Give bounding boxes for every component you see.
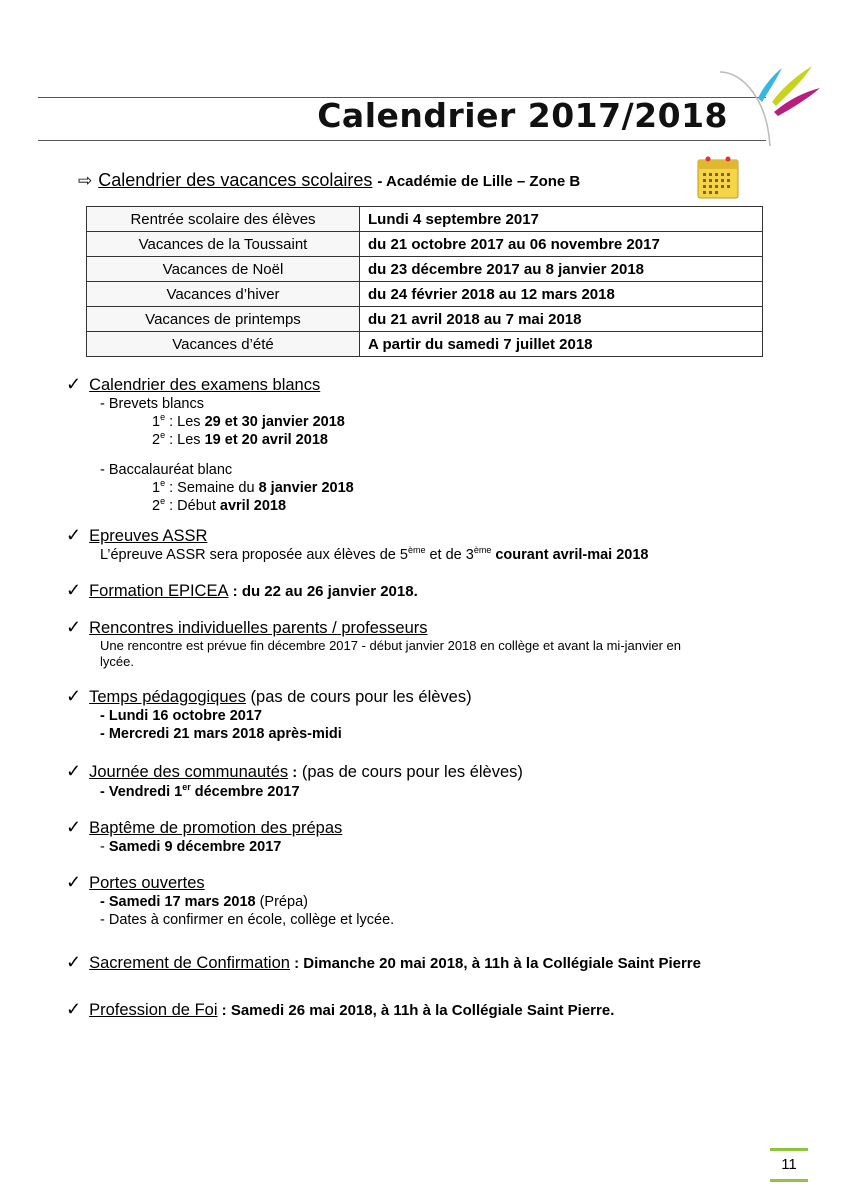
checkmark-icon: ✓ [66,952,82,972]
portes-heading: Portes ouvertes [89,874,205,892]
assr-text: L’épreuve ASSR sera proposée aux élèves de 5ème et de 3ème courant avril-mai 2018 [100,545,649,563]
page-number-box [770,1148,808,1182]
checkmark-icon: ✓ [66,374,82,394]
row-label: Vacances de Noël [87,257,360,282]
section-temps [66,686,472,743]
assr-heading: Epreuves ASSR [89,527,208,545]
page-number-top-bar [770,1148,808,1151]
section-rencontres [66,617,681,670]
rencontres-line-1: Une rencontre est prévue fin décembre 2017 - début janvier 2018 en collège et avant la mi-janvier en [100,638,682,653]
row-label: Vacances d’hiver [87,282,360,307]
temps-note: (pas de cours pour les élèves) [245,688,472,706]
row-label: Vacances d’été [87,332,360,357]
section-journee: ✓ Journée des communautés : (pas de cours pour les élèves) - Vendredi 1er décembre 2017 [66,761,523,800]
bac-label: - Baccalauréat blanc [100,462,233,478]
temps-item-1: - Lundi 16 octobre 2017 [100,708,262,724]
examens-heading: Calendrier des examens blancs [89,376,321,394]
temps-heading: Temps pédagogiques [89,688,246,706]
journee-heading: Journée des communautés [89,763,289,781]
bottom-rule [38,140,766,141]
bac-1: 1e : Semaine du 8 janvier 2018 [152,478,354,496]
table-row [87,207,763,232]
row-value: A partir du samedi 7 juillet 2018 [360,332,763,357]
epicea-dates: : du 22 au 26 janvier 2018. [228,583,418,600]
confirmation-heading: Sacrement de Confirmation [89,954,290,972]
calendar-icon [694,154,742,200]
brevet-label: - Brevets blancs [100,396,204,412]
vacances-table [86,206,763,357]
row-label: Vacances de printemps [87,307,360,332]
checkmark-icon: ✓ [66,580,82,600]
section-portes [66,872,394,929]
brand-logo [712,58,822,148]
checkmark-icon: ✓ [66,617,82,637]
page-number: 11 [781,1156,797,1173]
vacances-heading-line [78,170,580,191]
brevet-1: 1e : Les 29 et 30 janvier 2018 [152,412,345,430]
table-row [87,307,763,332]
profession-heading: Profession de Foi [89,1001,218,1019]
section-bapteme [66,817,342,856]
row-value: Lundi 4 septembre 2017 [360,207,763,232]
table-row [87,257,763,282]
page-number-bottom-bar [770,1179,808,1182]
page-title: Calendrier 2017/2018 [317,96,728,135]
section-assr [66,525,649,564]
checkmark-icon: ✓ [66,872,82,892]
checkmark-icon: ✓ [66,761,82,781]
section-profession [66,999,614,1021]
section-examens [66,374,354,515]
checkmark-icon: ✓ [66,525,82,545]
epicea-heading: Formation EPICEA [89,582,229,600]
table-row [87,232,763,257]
checkmark-icon: ✓ [66,686,82,706]
temps-item-2: - Mercredi 21 mars 2018 après-midi [100,726,342,742]
vacances-subheading: - Académie de Lille – Zone B [377,173,581,190]
section-epicea [66,580,418,602]
profession-details: : Samedi 26 mai 2018, à 11h à la Collégiale Saint Pierre. [217,1002,615,1019]
portes-item-2: - Dates à confirmer en école, collège et lycée. [100,912,395,928]
rencontres-heading: Rencontres individuelles parents / professeurs [89,619,428,637]
brevet-2: 2e : Les 19 et 20 avril 2018 [152,430,328,448]
table-row [87,332,763,357]
bapteme-heading: Baptême de promotion des prépas [89,819,343,837]
vacances-heading: Calendrier des vacances scolaires [98,170,373,190]
row-value: du 21 avril 2018 au 7 mai 2018 [360,307,763,332]
section-confirmation [66,952,701,974]
bac-2: 2e : Début avril 2018 [152,496,287,514]
checkmark-icon: ✓ [66,817,82,837]
rencontres-line-2: lycée. [100,654,134,669]
row-label: Vacances de la Toussaint [87,232,360,257]
bapteme-item: - Samedi 9 décembre 2017 [100,839,282,855]
journee-note: (pas de cours pour les élèves) [297,763,523,781]
checkmark-icon: ✓ [66,999,82,1019]
confirmation-details: : Dimanche 20 mai 2018, à 11h à la Collégiale Saint Pierre [289,955,701,972]
journee-item: - Vendredi 1er décembre 2017 [100,782,300,800]
row-label: Rentrée scolaire des élèves [87,207,360,232]
table-row [87,282,763,307]
row-value: du 24 février 2018 au 12 mars 2018 [360,282,763,307]
right-arrow-icon: ⇨ [78,171,93,190]
portes-item-1: - Samedi 17 mars 2018 (Prépa) [100,894,308,910]
row-value: du 21 octobre 2017 au 06 novembre 2017 [360,232,763,257]
row-value: du 23 décembre 2017 au 8 janvier 2018 [360,257,763,282]
